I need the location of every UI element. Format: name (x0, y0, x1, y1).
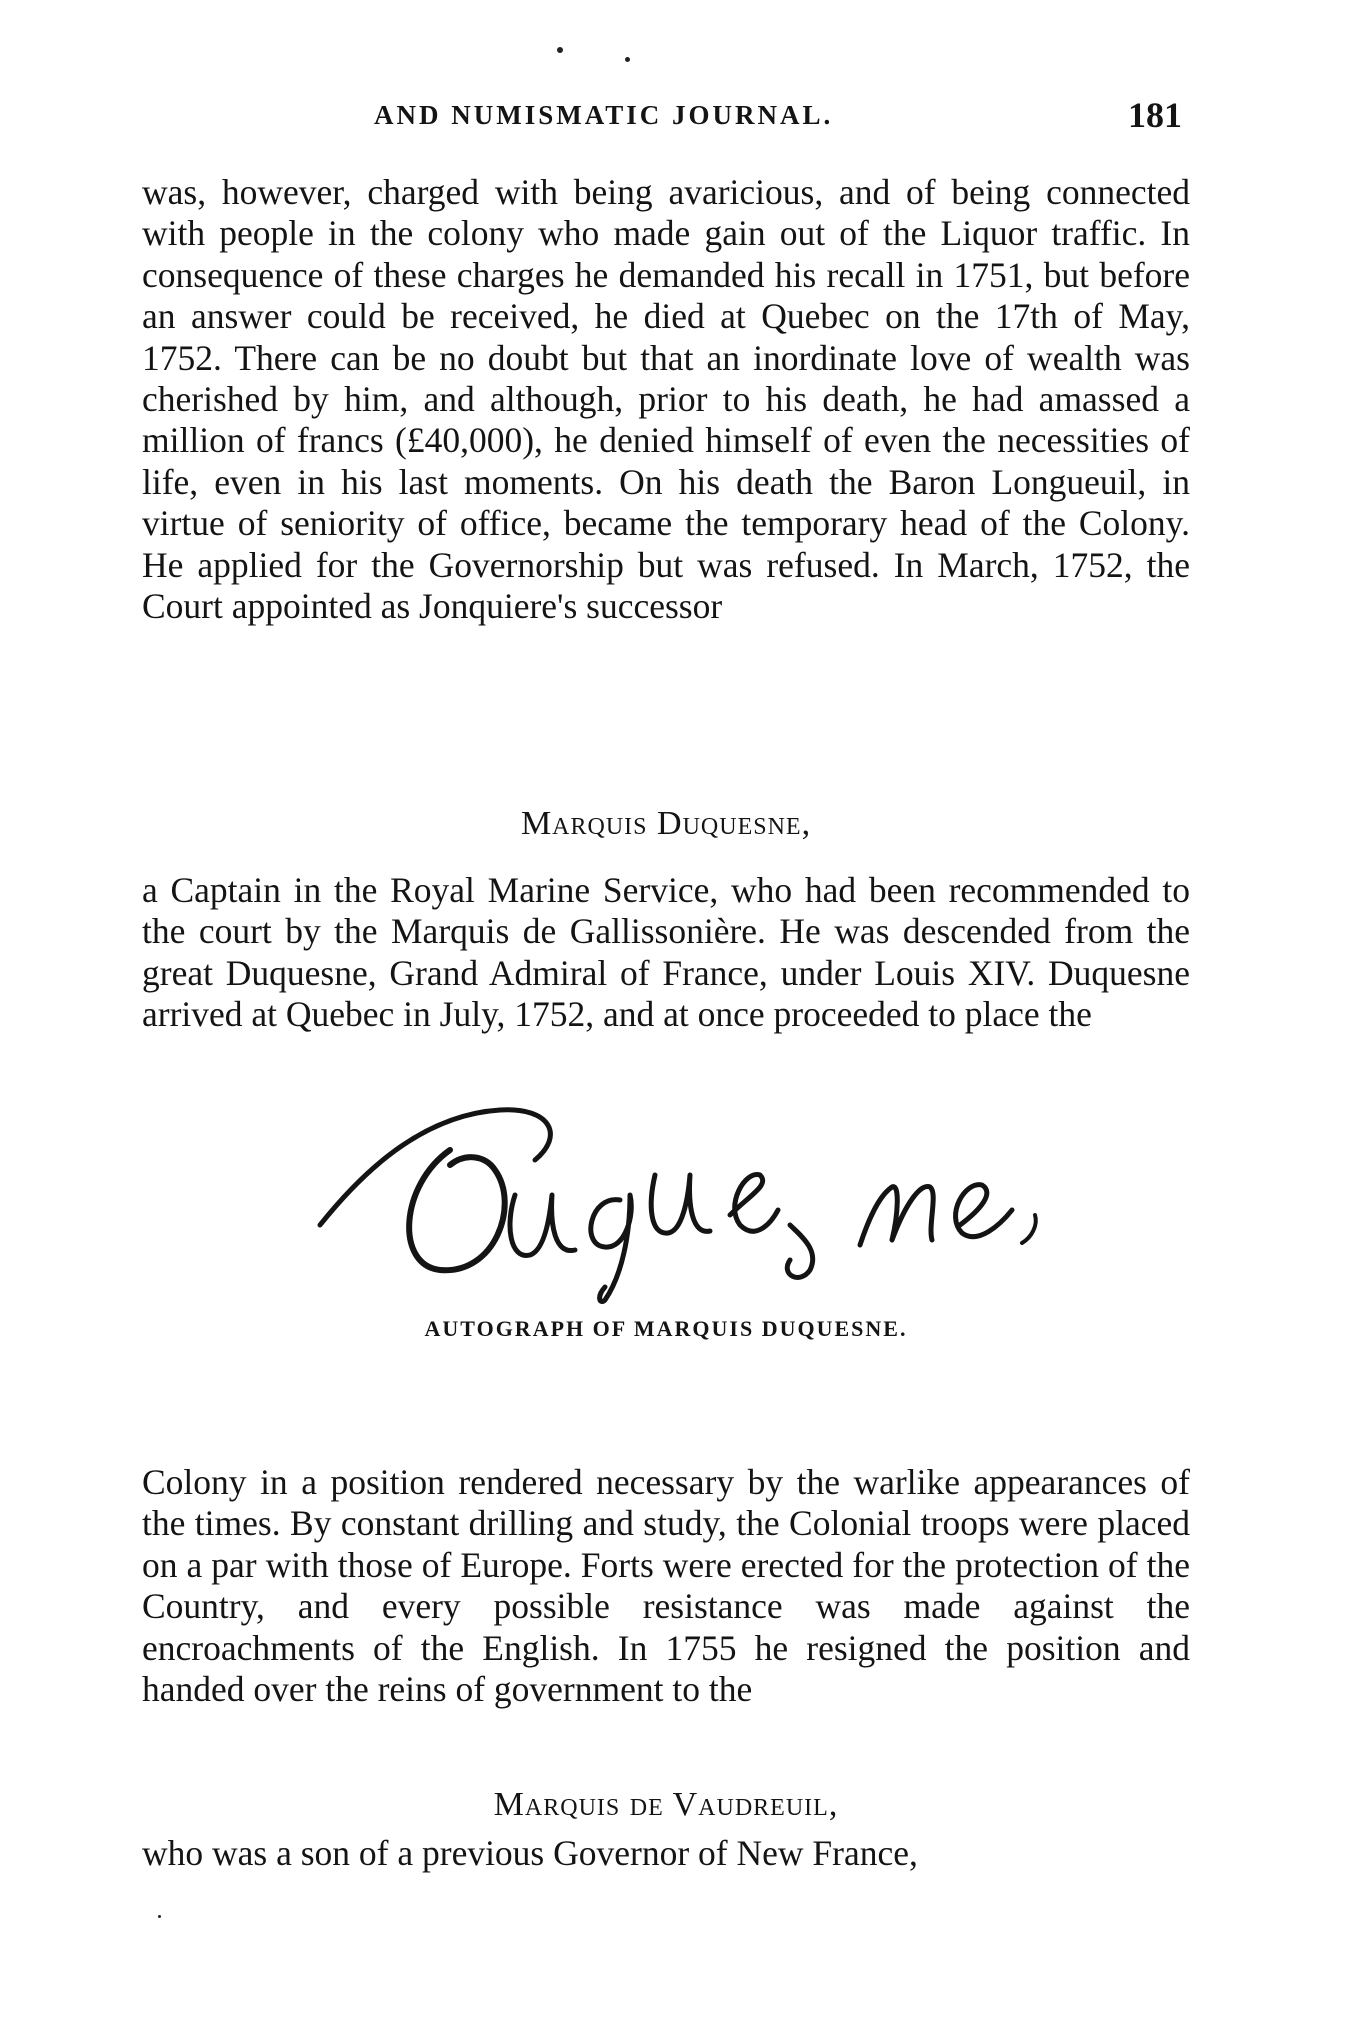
paragraph-3: Colony in a position rendered necessary by the warlike appearances of the times. By constant drilling and study, the Colonial troops were placed on a par with those of Europe. Forts were erected for the protection of the Country, and every possible resistance was made against the encroachments of the English. In 1755 he resigned the position and handed over the reins of government to the (142, 1462, 1190, 1710)
signature-letter-u-second (651, 1175, 710, 1233)
signature-caption: AUTOGRAPH OF MARQUIS DUQUESNE. (424, 1316, 908, 1341)
paragraph-4-block (142, 1833, 1190, 1874)
signature-letter-q (591, 1195, 631, 1302)
section-heading-vaudreuil: Marquis de Vaudreuil, (493, 1786, 839, 1823)
paragraph-3-block (142, 1462, 1190, 1710)
signature-letter-d (409, 1150, 505, 1270)
scan-speck (557, 47, 563, 53)
autograph-signature (300, 1075, 1060, 1305)
signature-letter-u (510, 1195, 575, 1255)
running-head: AND NUMISMATIC JOURNAL. (374, 100, 834, 130)
paragraph-4: who was a son of a previous Governor of New France, (142, 1833, 918, 1873)
paragraph-1-block (142, 172, 1190, 627)
scan-speck (625, 57, 630, 62)
signature-letter-n (860, 1187, 933, 1245)
page-header (142, 95, 1182, 150)
paragraph-2: a Captain in the Royal Marine Service, who had been recommended to the court by the Marquis de Gallissonière. He was descended from the great Duquesne, Grand Admiral of France, under Louis XIV. Duquesne arrived at Quebec in July, 1752, and at once proceeded to place the (142, 870, 1190, 1035)
paragraph-1: was, however, charged with being avaricious, and of being connected with people in the colony who made gain out of the Liquor traffic. In consequence of these charges he demanded his recall in 1751, but before an answer could be received, he died at Quebec on the 17th of May, 1752. There can be no doubt but that an inordinate love of wealth was cherished by him, and although, prior to his death, he had amassed a million of francs (£40,000), he denied himself of even the necessities of life, even in his last moments. On his death the Baron Longueuil, in virtue of seniority of office, became the temporary head of the Colony. He applied for the Governorship but was refused. In March, 1752, the Court appointed as Jonquiere's successor (142, 172, 1190, 627)
signature-trailing-mark (1022, 1215, 1036, 1243)
page-number: 181 (1128, 95, 1182, 135)
section-heading-duquesne: Marquis Duquesne, (520, 805, 812, 842)
signature-letter-e-final (956, 1185, 1012, 1237)
scan-speck (158, 1915, 161, 1918)
signature-letter-s (787, 1225, 812, 1277)
paragraph-2-block (142, 870, 1190, 1036)
signature-letter-e (730, 1175, 778, 1232)
